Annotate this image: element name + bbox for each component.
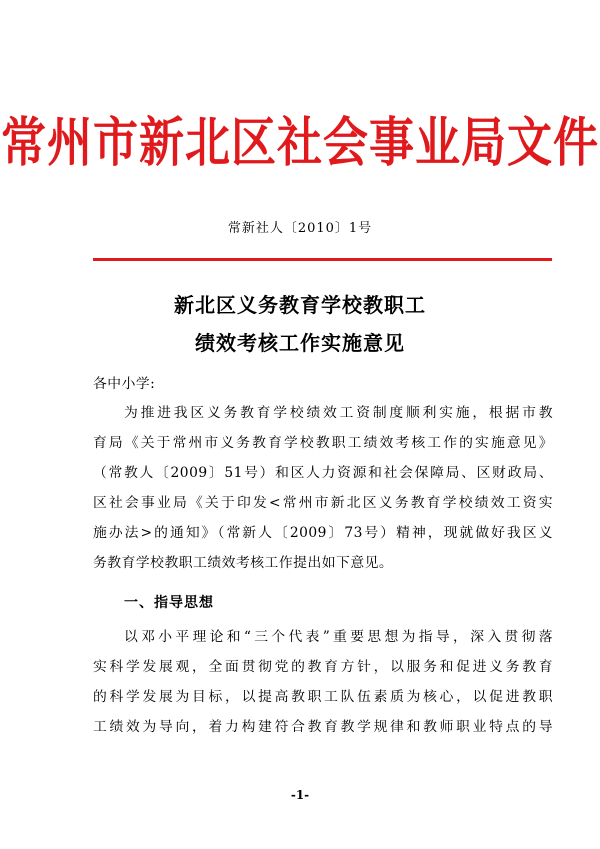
intro-line-3: （常教人〔2009〕51号）和区人力资源和社会保障局、区财政局、: [93, 465, 553, 481]
intro-line-6: 务教育学校教职工绩效考核工作提出如下意见。: [93, 555, 394, 571]
intro-line-1: 为推进我区义务教育学校绩效工资制度顺利实施，根据市教: [124, 405, 553, 421]
salutation: 各中小学:: [93, 376, 156, 392]
page-number: -1-: [290, 788, 310, 802]
masthead-title: 常州市新北区社会事业局文件: [0, 111, 599, 174]
document-number: 常新社人〔2010〕1号: [227, 221, 373, 236]
section-1-line-3: 的科学发展为目标，以提高教职工队伍素质为核心，以促进教职: [93, 689, 553, 705]
section-1-line-2: 实科学发展观，全面贯彻党的教育方针，以服务和促进义务教育: [93, 659, 553, 675]
intro-line-2: 育局《关于常州市义务教育学校教职工绩效考核工作的实施意见》: [93, 435, 553, 451]
section-1-line-4: 工绩效为导向，着力构建符合教育教学规律和教师职业特点的导: [93, 719, 553, 735]
section-1-heading: 一、指导思想: [124, 595, 214, 611]
section-1-line-1: 以邓小平理论和“三个代表”重要思想为指导，深入贯彻落: [124, 629, 553, 645]
intro-line-5: 施办法>的通知》（常新人〔2009〕73号）精神，现就做好我区义: [93, 525, 553, 541]
document-title-line-1: 新北区义务教育学校教职工: [174, 293, 426, 317]
intro-line-4: 区社会事业局《关于印发<常州市新北区义务教育学校绩效工资实: [93, 495, 553, 511]
document-title-line-2: 绩效考核工作实施意见: [195, 331, 405, 355]
red-separator-line: [93, 258, 552, 261]
